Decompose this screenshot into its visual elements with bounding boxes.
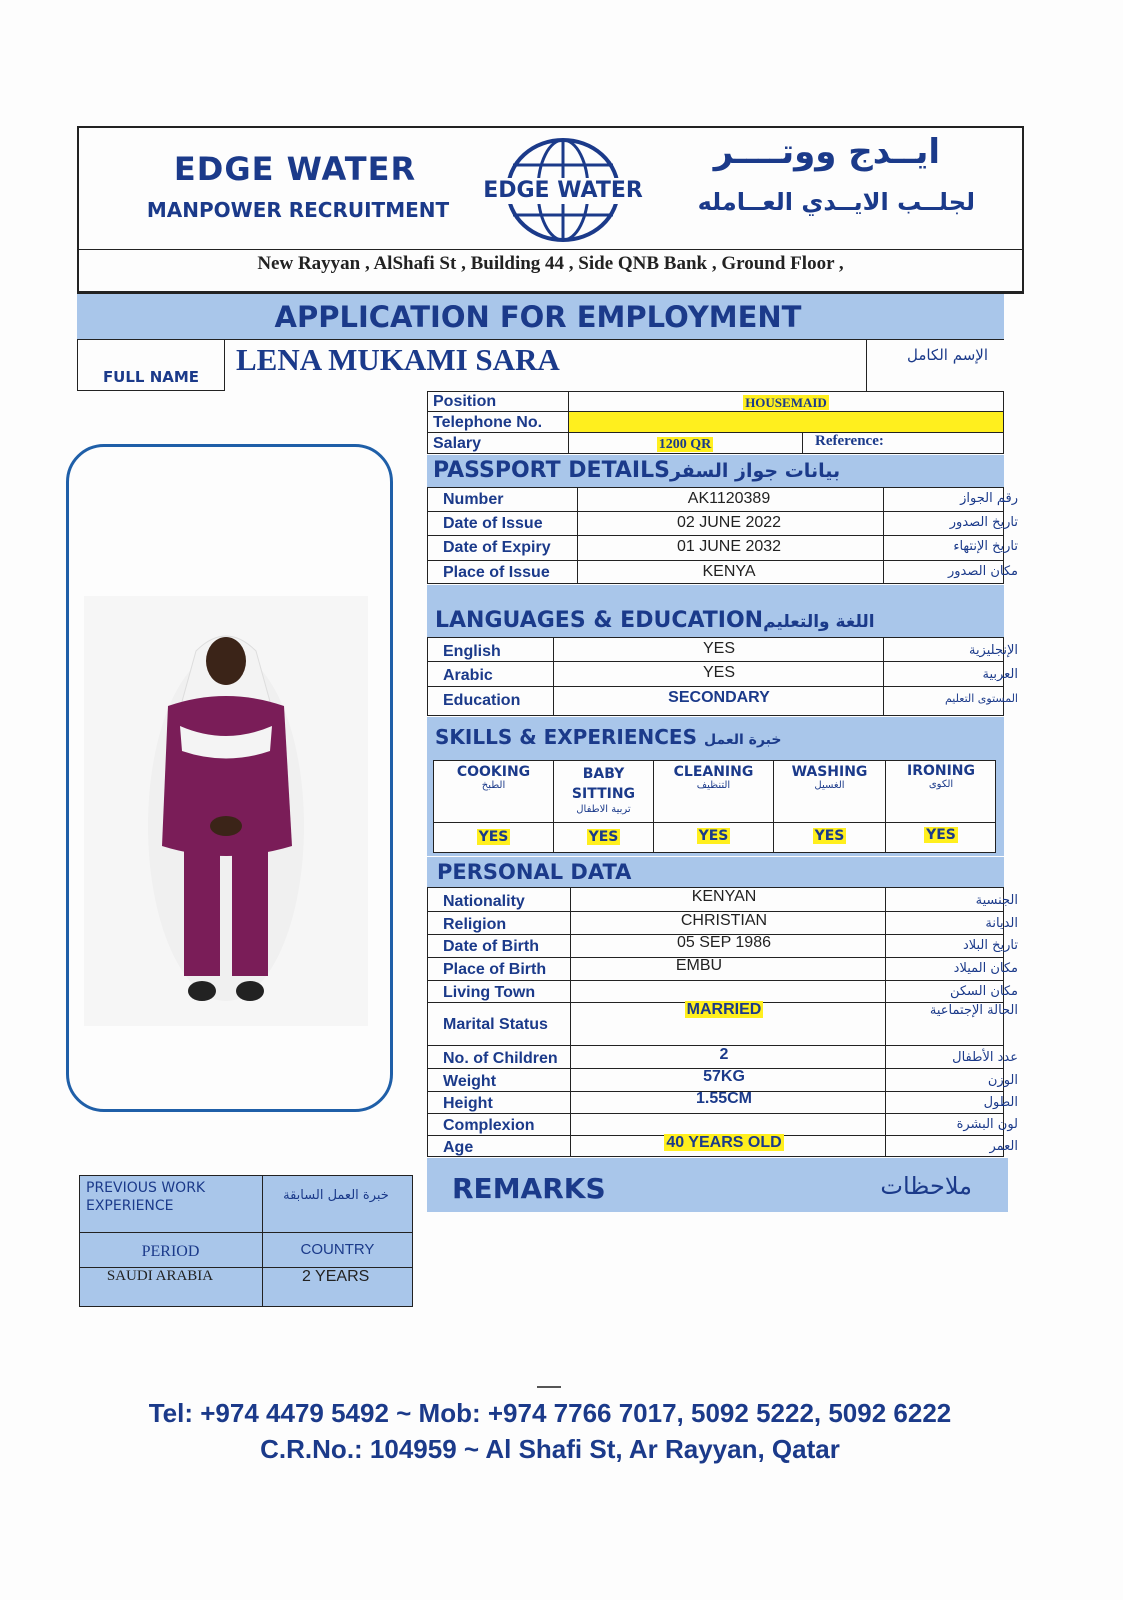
skill-babysitting-name-ar: تربية الاطفال xyxy=(576,804,631,815)
arabic-value: YES xyxy=(702,664,735,681)
form-title: APPLICATION FOR EMPLOYMENT xyxy=(274,300,802,334)
marital-status-label: Marital Status xyxy=(443,1016,548,1033)
languages-title-en: LANGUAGES & EDUCATION xyxy=(435,608,764,633)
skill-ironing-name: IRONING xyxy=(906,763,976,779)
expiry-date-label-ar: تاريخ الإنتهاء xyxy=(953,539,1018,554)
footer-registration: C.R.No.: 104959 ~ Al Shafi St, Ar Rayyan, Qatar xyxy=(260,1434,840,1464)
issue-date-label-ar: تاريخ الصدور xyxy=(949,515,1018,530)
passport-title-en: PASSPORT DETAILS xyxy=(433,458,670,483)
issue-date-label: Date of Issue xyxy=(443,515,543,532)
personal-row-birthplace xyxy=(439,958,1024,982)
passport-number-label: Number xyxy=(443,491,504,508)
company-name-ar: ايــدج ووتــــر xyxy=(713,132,940,172)
full-name-label: FULL NAME xyxy=(102,368,200,386)
skill-cleaning-name-ar: التنظيف xyxy=(696,780,731,791)
birthplace-label: Place of Birth xyxy=(443,961,547,978)
children-value: 2 xyxy=(719,1046,729,1063)
remarks-label-ar: ملاحظات xyxy=(880,1172,972,1200)
work-col-country: COUNTRY xyxy=(300,1241,375,1258)
reference-label: Reference: xyxy=(815,433,884,449)
skill-babysitting-name: BABY SITTING xyxy=(571,766,636,802)
skill-ironing-value xyxy=(886,824,996,843)
skill-cooking-value xyxy=(434,826,553,845)
age-label-ar: العمر xyxy=(989,1139,1018,1154)
telephone-label: Telephone No. xyxy=(433,414,543,431)
passport-number-value: AK1120389 xyxy=(687,490,771,507)
dob-label-ar: تاريخ البلاد xyxy=(962,938,1018,953)
full-name-value: LENA MUKAMI SARA xyxy=(236,342,560,377)
passport-number-label-ar: رقم الجواز xyxy=(960,491,1018,506)
education-label: Education xyxy=(443,692,521,709)
position-value xyxy=(568,392,1004,411)
passport-row-number xyxy=(439,488,1024,512)
dob-value: 05 SEP 1986 xyxy=(676,934,771,951)
skill-cleaning-value xyxy=(654,825,773,844)
skill-cleaning xyxy=(654,764,773,791)
personal-row-age xyxy=(439,1136,1024,1160)
height-value: 1.55CM xyxy=(695,1090,753,1107)
children-label: No. of Children xyxy=(443,1050,558,1067)
marital-status-label-ar: الحالة الإجتماعية xyxy=(929,1003,1018,1018)
place-of-issue-label-ar: مكان الصدور xyxy=(947,564,1018,579)
company-address: New Rayyan , AlShafi St , Building 44 , Side QNB Bank , Ground Floor , xyxy=(257,253,844,274)
company-name-en: EDGE WATER xyxy=(173,150,417,188)
skill-cooking-value-text: YES xyxy=(478,829,509,845)
children-label-ar: عدد الأطفال xyxy=(952,1050,1018,1065)
work-row-period: 2 YEARS xyxy=(302,1268,370,1285)
company-subtitle-ar: لجلــب الايــدي العــامله xyxy=(697,188,975,216)
height-label-ar: الطول xyxy=(983,1095,1018,1110)
place-of-issue-value: KENYA xyxy=(702,563,756,580)
birthplace-value: EMBU xyxy=(675,957,723,974)
work-col-period: PERIOD xyxy=(141,1243,200,1260)
skill-cooking-name: COOKING xyxy=(456,764,531,780)
skill-ironing-name-ar: الكوى xyxy=(928,779,954,790)
skill-cooking-name-ar: الطبخ xyxy=(481,780,506,791)
applicant-figure-icon xyxy=(84,596,368,1026)
personal-row-height xyxy=(439,1092,1024,1116)
languages-title xyxy=(435,608,875,633)
skills-title-ar: خبرة العمل xyxy=(703,732,782,748)
skill-cleaning-name: CLEANING xyxy=(673,764,754,780)
place-of-issue-label: Place of Issue xyxy=(443,564,550,581)
passport-row-place xyxy=(439,561,1024,585)
religion-label-ar: الديانة xyxy=(985,916,1018,931)
footer-contact: Tel: +974 4479 5492 ~ Mob: +974 7766 7017, 5092 5222, 5092 6222 xyxy=(148,1398,952,1428)
english-label-ar: الإنجليزية xyxy=(968,643,1018,658)
issue-date-value: 02 JUNE 2022 xyxy=(676,514,782,531)
religion-value: CHRISTIAN xyxy=(680,912,768,929)
nationality-label: Nationality xyxy=(443,893,525,910)
telephone-value xyxy=(569,412,1003,432)
personal-row-dob xyxy=(439,935,1024,959)
applicant-photo xyxy=(84,596,368,1026)
passport-row-expiry xyxy=(439,536,1024,560)
birthplace-label-ar: مكان الميلاد xyxy=(953,961,1018,976)
skill-cooking xyxy=(434,764,553,791)
expiry-date-label: Date of Expiry xyxy=(443,539,551,556)
skill-washing-name-ar: الغسيل xyxy=(814,780,845,791)
weight-value: 57KG xyxy=(703,1068,745,1085)
salary-label: Salary xyxy=(433,435,482,452)
language-row-arabic xyxy=(439,664,1024,688)
position-label: Position xyxy=(433,393,497,410)
education-label-ar: المستوى التعليم xyxy=(944,692,1018,705)
personal-row-marital xyxy=(439,1001,1024,1044)
skill-cleaning-value-text: YES xyxy=(698,828,729,844)
education-row xyxy=(439,689,1024,713)
age-value: 40 YEARS OLD xyxy=(666,1134,782,1151)
arabic-label: Arabic xyxy=(443,667,493,684)
skill-babysitting-value-text: YES xyxy=(588,829,619,845)
marital-status-value-cell xyxy=(574,1001,874,1019)
age-value-cell xyxy=(574,1134,874,1152)
complexion-label: Complexion xyxy=(443,1117,535,1134)
work-experience-title: PREVIOUS WORK EXPERIENCE xyxy=(86,1180,206,1214)
age-label: Age xyxy=(443,1139,474,1156)
skills-title xyxy=(435,725,781,749)
arabic-label-ar: العربية xyxy=(982,667,1018,682)
language-row-english xyxy=(439,640,1024,664)
footer-divider xyxy=(537,1386,561,1388)
work-row-country: SAUDI ARABIA xyxy=(106,1268,214,1284)
nationality-value: KENYAN xyxy=(691,888,757,905)
personal-title: PERSONAL DATA xyxy=(437,860,632,884)
complexion-label-ar: لون البشرة xyxy=(956,1117,1018,1132)
languages-title-ar: اللغة والتعليم xyxy=(763,612,875,632)
salary-value-text: 1200 QR xyxy=(658,437,712,452)
position-value-text: HOUSEMAID xyxy=(745,395,827,410)
living-town-label-ar: مكان السكن xyxy=(949,984,1018,999)
skill-washing-value-text: YES xyxy=(814,828,845,844)
expiry-date-value: 01 JUNE 2032 xyxy=(676,538,782,555)
skill-ironing xyxy=(886,763,996,790)
full-name-label-ar: الإسم الكامل xyxy=(906,346,988,364)
english-value: YES xyxy=(702,640,735,657)
height-label: Height xyxy=(443,1095,493,1112)
nationality-label-ar: الجنسية xyxy=(975,893,1018,908)
skill-washing-name: WASHING xyxy=(791,764,868,780)
marital-status-value: MARRIED xyxy=(686,1001,762,1018)
skill-washing xyxy=(774,764,885,791)
passport-title-ar: بيانات جواز السفر xyxy=(669,460,841,482)
education-value: SECONDARY xyxy=(668,689,770,706)
personal-row-nationality xyxy=(439,890,1024,914)
dob-label: Date of Birth xyxy=(443,938,539,955)
weight-label-ar: الوزن xyxy=(987,1073,1018,1088)
skill-babysitting xyxy=(554,764,653,815)
remarks-label: REMARKS xyxy=(452,1172,606,1205)
skills-title-en: SKILLS & EXPERIENCES xyxy=(435,725,697,749)
passport-title xyxy=(433,458,840,483)
skill-washing-value xyxy=(774,825,885,844)
company-subtitle-en: MANPOWER RECRUITMENT xyxy=(146,198,450,222)
english-label: English xyxy=(443,643,501,660)
logo-text: EDGE WATER xyxy=(483,178,643,203)
religion-label: Religion xyxy=(443,916,507,933)
skill-babysitting-value xyxy=(554,826,653,845)
living-town-label: Living Town xyxy=(443,984,536,1001)
weight-label: Weight xyxy=(443,1073,497,1090)
salary-value xyxy=(569,433,801,453)
skill-ironing-value-text: YES xyxy=(926,827,956,843)
work-experience-title-ar: خبرة العمل السابقة xyxy=(283,1188,389,1203)
passport-row-issue xyxy=(439,512,1024,536)
